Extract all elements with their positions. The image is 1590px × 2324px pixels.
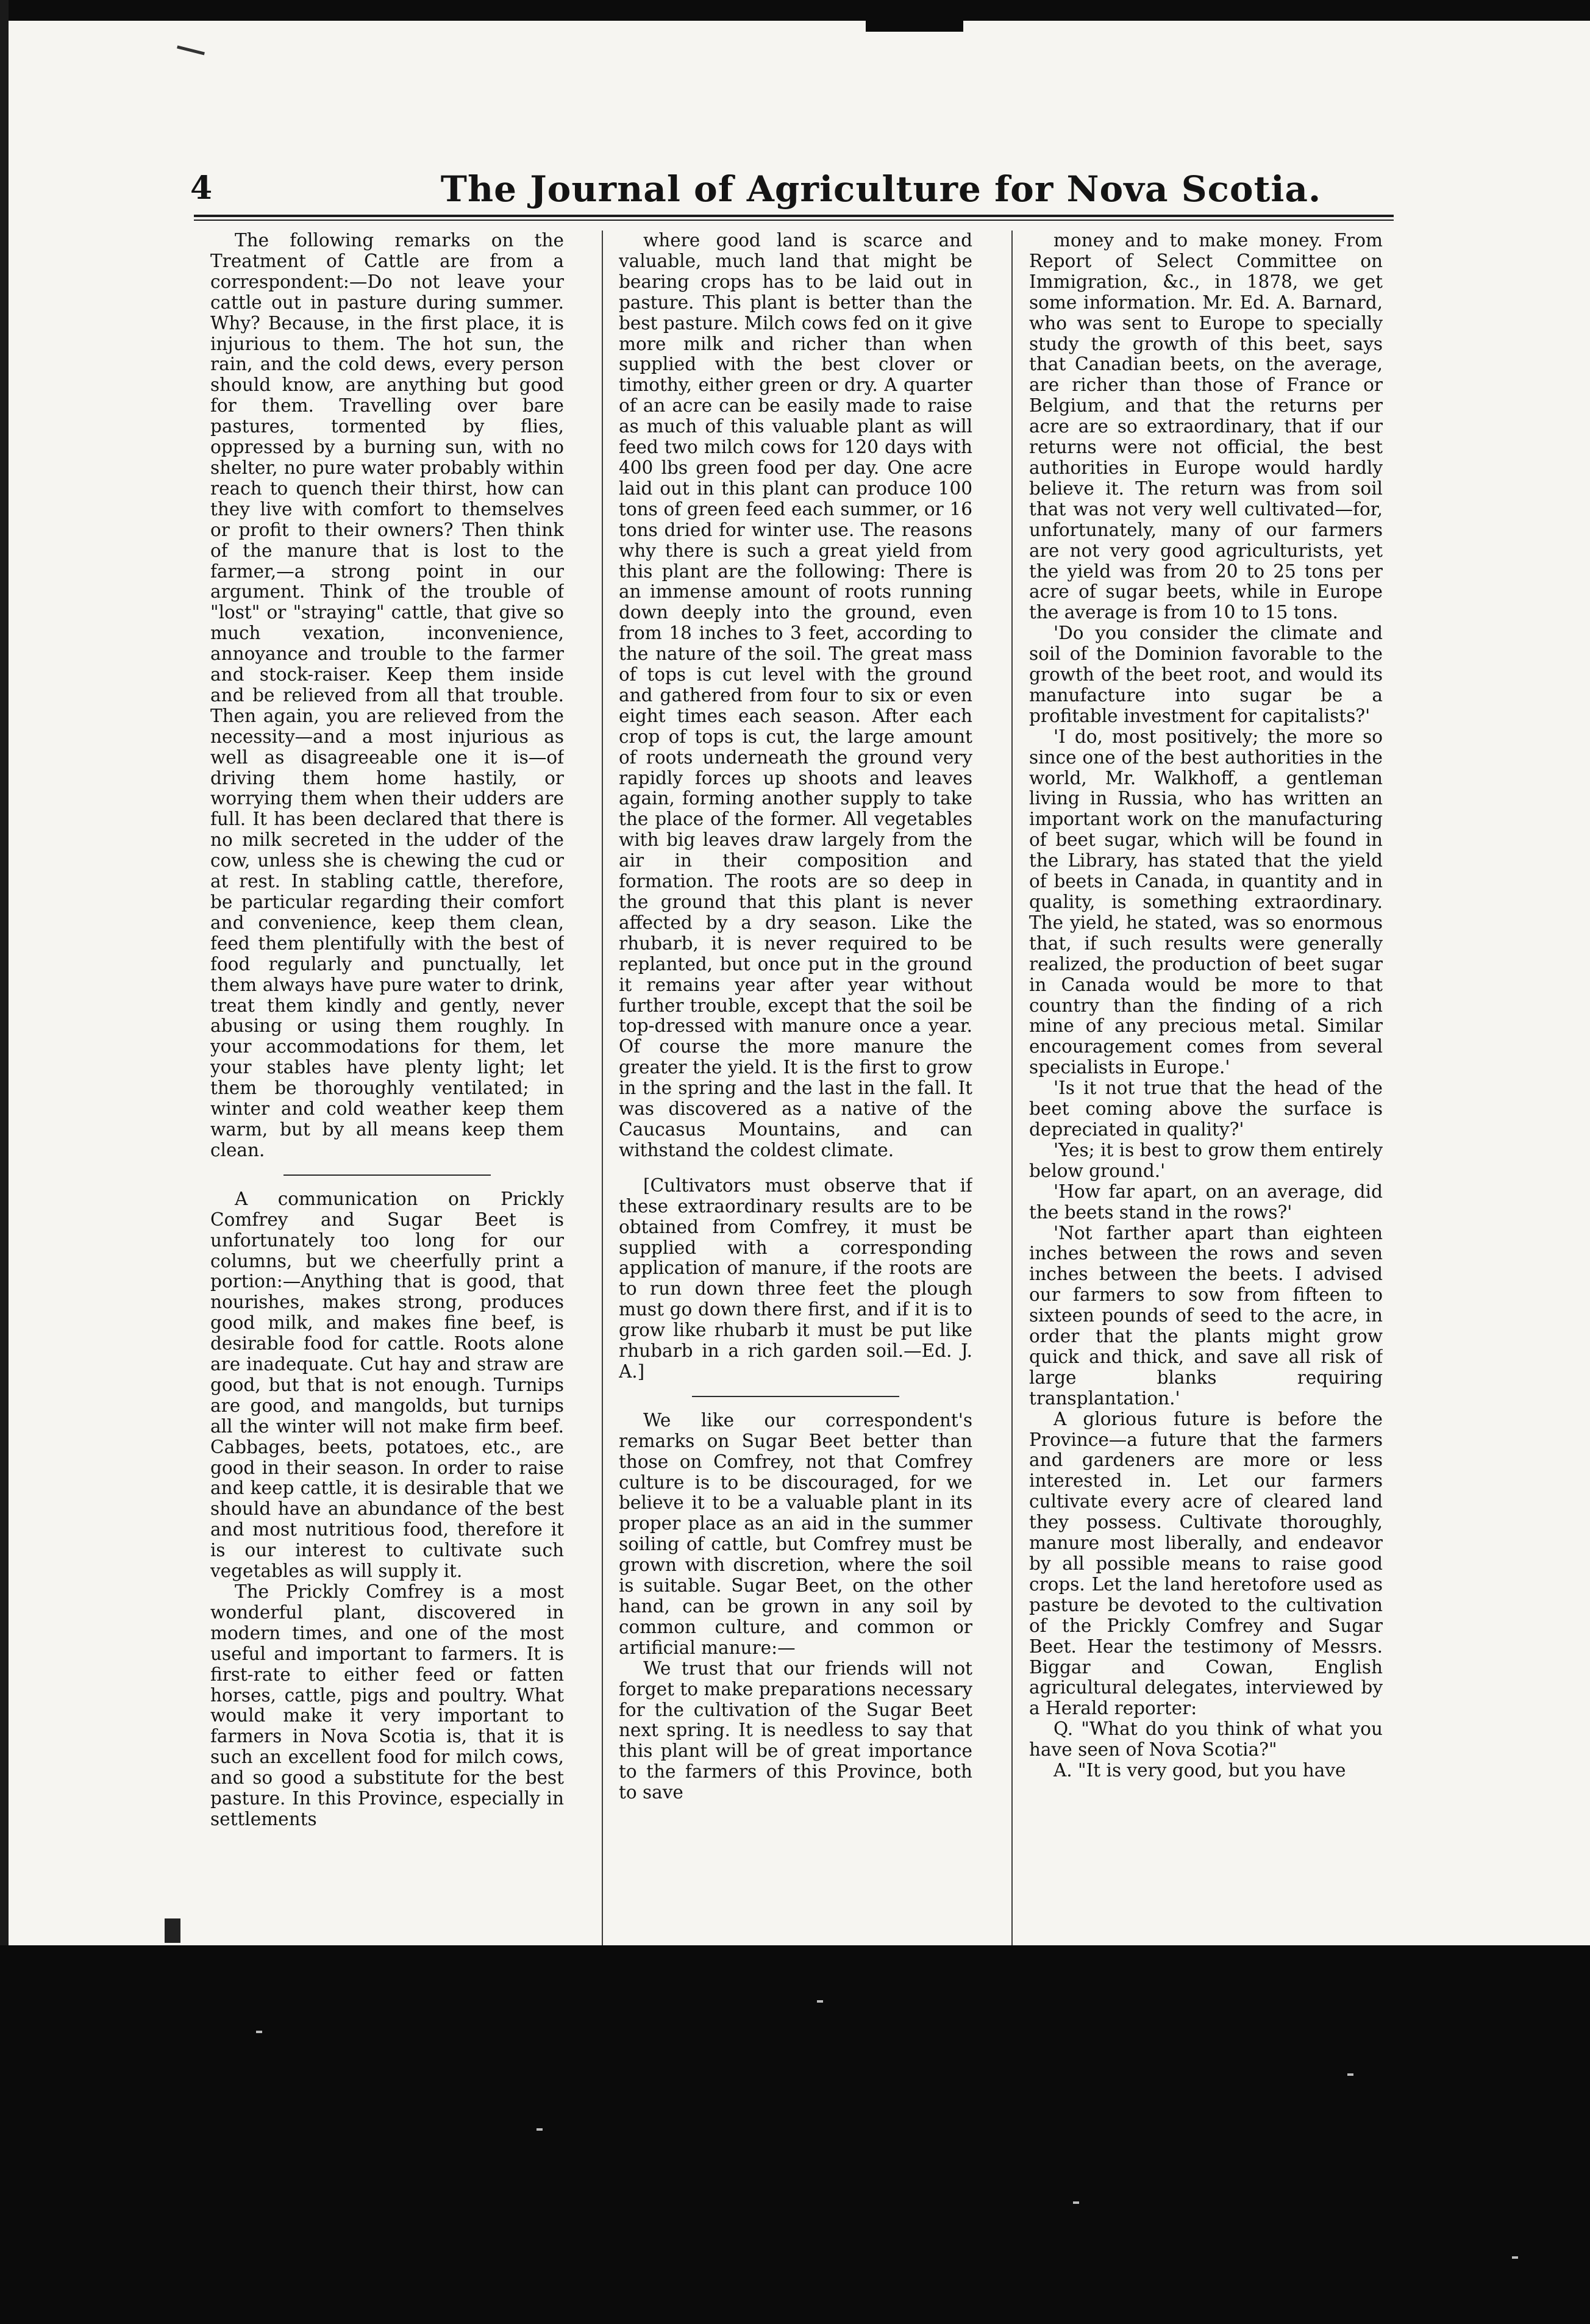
paragraph-report-immigration: money and to make money. From Report of Select Committee on Immigration, &c., in 1878, we get some information. Mr. Ed. A. Barnard, who was sent to Europe to specially study the growth of this beet, says that Canadian beets, on the average, are richer than those of France or Belgium, and that the returns per acre are so extraordinary, that if our returns were not official, the best authorities in Europe would hardly believe it. The return was from soil that was not very well cultivated—for, unfortunately, many of our farmers are not very good agriculturists, yet the yield was from 20 to 25 tons per acre of sugar beets, while in Europe the average is from 10 to 15 tons.	[1029, 231, 1383, 623]
paragraph-question-climate: 'Do you consider the climate and soil of the Dominion favorable to the growth of the beet root, and would its manufacture into sugar be a profitable investment for capitalists?'	[1029, 623, 1383, 726]
column-divider	[602, 231, 603, 1962]
column-divider	[1011, 231, 1013, 1962]
scan-mark	[177, 46, 205, 55]
column-3	[1029, 231, 1383, 1968]
page-number: 4	[190, 170, 213, 207]
paragraph-interview-answer: A. "It is very good, but you have	[1053, 1760, 1346, 1781]
paragraph-treatment-of-cattle: The following remarks on the Treatment of Cattle are from a correspondent:—Do not leave your cattle out in pasture during summer. Why? Because, in the first place, it is injurious to them. The hot sun, the rain, and the cold dews, every person should know, are anything but good for them. Travelling over bare pastures, tormented by flies, oppressed by a burning sun, with no shelter, no pure water probably within reach to quench their thirst, how can they live with comfort to themselves or profit to their owners? Then think of the manure that is lost to the farmer,—a strong point in our argument. Think of the trouble of "lost" or "straying" cattle, that give so much vexation, inconvenience, annoyance and trouble to the farmer and stock-raiser. Keep them inside and be relieved from all that trouble. Then again, you are relieved from the necessity—and a most injurious as well as disagreeable one it is—of driving them home hastily, or worrying them when their udders are full. It has been declared that there is no milk secreted in the udder of the cow, unless she is chewing the cud or at rest. In stabling cattle, therefore, be particular regarding their comfort and convenience, keep them clean, feed them plentifully with the best of food regularly and punctually, let them always have pure water to drink, treat them kindly and gently, never abusing or using them roughly. In your accommodations for them, let your stables have plenty light; let them be thoroughly ventilated; in winter and cold weather keep them warm, but by all means keep them clean.	[210, 231, 564, 1160]
paragraph-answer-spacing: 'Not farther apart than eighteen inches between the rows and seven inches between the beets. I advised our farmers to sow from fifteen to sixteen pounds of seed to the acre, in order that the plants might grow quick and thick, and save all risk of large blanks requiring transplantation.'	[1029, 1222, 1383, 1409]
header-rule	[194, 215, 1394, 217]
column-1	[210, 231, 564, 1968]
paragraph-sugar-beet-preference: We like our correspondent's remarks on Sugar Beet better than those on Comfrey, not that Comfrey culture is to be discouraged, for we believe it to be a valuable plant in its proper place as an aid in the summer soiling of cattle, but Comfrey must be grown with discretion, where the soil is suitable. Sugar Beet, on the other hand, can be grown in any soil by common culture, and common or artificial manure:—	[619, 1409, 972, 1658]
paragraph-interview-question: Q. "What do you think of what you have seen of Nova Scotia?"	[1029, 1718, 1383, 1761]
paragraph-prickly-comfrey: The Prickly Comfrey is a most wonderful plant, discovered in modern times, and one of the most useful and important to farmers. It is first-rate to either feed or fatten horses, cattle, pigs and poultry. What would make it very important to farmers in Nova Scotia is, that it is such an excellent food for milch cows, and so good a substitute for the best pasture. In this Province, especially in settlements	[210, 1581, 564, 1829]
section-separator	[692, 1396, 899, 1397]
scan-mark	[165, 1918, 180, 1943]
paragraph-comfrey-yield: where good land is scarce and valuable, much land that might be bearing crops has to be laid out in pasture. This plant is better than the best pasture. Milch cows fed on it give more milk and richer than when supplied with the best clover or timothy, either green or dry. A quarter of an acre can be easily made to raise as much of this valuable plant as will feed two milch cows for 120 days with 400 lbs green food per day. One acre laid out in this plant can produce 100 tons of green feed each summer, or 16 tons dried for winter use. The reasons why there is such a great yield from this plant are the following: There is an immense amount of roots running down deeply into the ground, even from 18 inches to 3 feet, according to the nature of the soil. The great mass of tops is cut level with the ground and gathered from four to six or even eight times each season. After each crop of tops is cut, the large amount of roots underneath the ground very rapidly forces up shoots and leaves again, forming another supply to take the place of the former. All vegetables with big leaves draw largely from the air in their composition and formation. The roots are so deep in the ground that this plant is never affected by a dry season. Like the rhubarb, it is never required to be replanted, but once put in the ground it remains year after year without further trouble, except that the soil be top-dressed with manure once a year. Of course the more manure the greater the yield. It is the first to grow in the spring and the last in the fall. It was discovered as a native of the Caucasus Mountains, and can withstand the coldest climate.	[619, 231, 972, 1160]
paragraph-question-head: 'Is it not true that the head of the beet coming above the surface is depreciated in quality?'	[1029, 1078, 1383, 1140]
paragraph-question-spacing: 'How far apart, on an average, did the beets stand in the rows?'	[1029, 1181, 1383, 1223]
column-2	[619, 231, 972, 1968]
paragraph-preparations: We trust that our friends will not forget to make preparations necessary for the cultivation of the Sugar Beet next spring. It is needless to say that this plant will be of great importance to the farmers of this Province, both to save	[619, 1657, 972, 1803]
section-separator	[283, 1175, 491, 1176]
paragraph-answer-below-ground: 'Yes; it is best to grow them entirely below ground.'	[1029, 1139, 1383, 1181]
paragraph-editor-note: [Cultivators must observe that if these extraordinary results are to be obtained from Comfrey, it must be supplied with a corresponding application of manure, if the roots are to run down three feet the plough must go down there first, and if it is to grow like rhubarb it must be put like rhubarb in a rich garden soil.—Ed. J. A.]	[619, 1175, 972, 1382]
paragraph-glorious-future: A glorious future is before the Province—a future that the farmers and gardeners are more or less interested in. Let our farmers cultivate every acre of cleared land they possess. Cultivate thoroughly, manure most liberally, and endeavor by all possible means to raise good crops. Let the land heretofore used as pasture be devoted to the cultivation of the Prickly Comfrey and Sugar Beet. Hear the testimony of Messrs. Biggar and Cowan, English agricultural delegates, interviewed by a Herald reporter:	[1029, 1408, 1383, 1719]
scan-top-border	[0, 0, 1590, 21]
journal-title: The Journal of Agriculture for Nova Scotia.	[440, 168, 1322, 210]
header-rule-thin	[194, 220, 1394, 221]
paragraph-answer-walkhoff: 'I do, most positively; the more so since one of the best authorities in the world, Mr. Walkhoff, a gentleman living in Russia, who has written an important work on the manufacturing of beet sugar, which will be found in the Library, has stated that the yield of beets in Canada, in quantity and in quality, is something extraordinary. The yield, he stated, was so enormous that, if such results were generally realized, the production of beet sugar in Canada would be more to that country than the finding of a rich mine of any precious metal. Similar encouragement comes from several specialists in Europe.'	[1029, 726, 1383, 1078]
scan-bottom-border	[0, 1945, 1590, 2324]
paragraph-comfrey-communication: A communication on Prickly Comfrey and Sugar Beet is unfortunately too long for our columns, but we cheerfully print a portion:—Anything that is good, that nourishes, makes strong, produces good milk, and makes fine beef, is desirable food for cattle. Roots alone are inadequate. Cut hay and straw are good, but that is not enough. Turnips are good, and mangolds, but turnips all the winter will not make firm beef. Cabbages, beets, potatoes, etc., are good in their season. In order to raise and keep cattle, it is desirable that we should have an abundance of the best and most nutritious food, therefore it is our interest to cultivate such vegetables as will supply it.	[210, 1188, 564, 1582]
